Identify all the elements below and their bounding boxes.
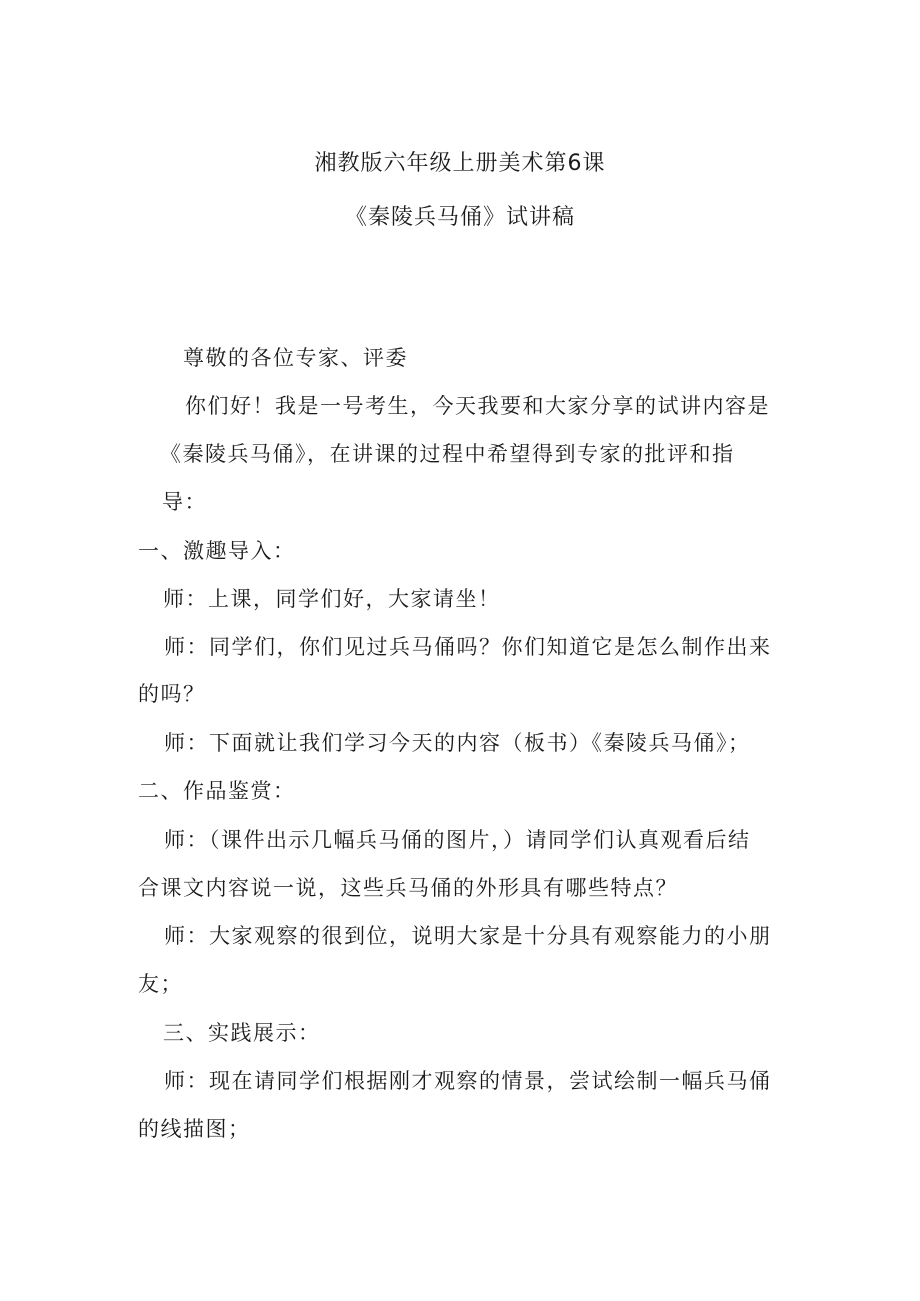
paragraph-line: 友； <box>138 972 183 996</box>
section-heading-1: 一、激趣导入： <box>138 539 296 563</box>
paragraph-line: 师：同学们，你们见过兵马俑吗？你们知道它是怎么制作出来 <box>164 635 772 659</box>
paragraph-line: 师：（课件出示几幅兵马俑的图片，）请同学们认真观看后结 <box>164 828 751 852</box>
section-heading-3: 三、实践展示： <box>163 1021 321 1045</box>
paragraph-line: 合课文内容说一说，这些兵马俑的外形具有哪些特点？ <box>138 876 678 900</box>
document-title-line-1: 湘教版六年级上册美术第6课 <box>314 151 606 176</box>
paragraph-line: 的吗？ <box>138 682 206 706</box>
intro-line-2: 《秦陵兵马俑》，在讲课的过程中希望得到专家的批评和指 <box>160 442 735 466</box>
paragraph-line: 的线描图； <box>138 1117 251 1141</box>
document-title-line-2: 《秦陵兵马俑》试讲稿 <box>344 205 575 230</box>
intro-line-3: 导： <box>162 490 207 514</box>
paragraph-line: 师：下面就让我们学习今天的内容（板书）《秦陵兵马俑》； <box>164 731 751 755</box>
paragraph-line: 师：大家观察的很到位，说明大家是十分具有观察能力的小朋 <box>164 924 772 948</box>
greeting-line: 尊敬的各位专家、评委 <box>183 346 408 370</box>
paragraph-line: 师：现在请同学们根据刚才观察的情景，尝试绘制一幅兵马俑 <box>164 1069 772 1093</box>
section-heading-2: 二、作品鉴赏： <box>138 779 296 803</box>
intro-line-1: 你们好！我是一号考生，今天我要和大家分享的试讲内容是 <box>185 394 770 418</box>
paragraph-line: 师：上课，同学们好，大家请坐！ <box>163 587 501 611</box>
